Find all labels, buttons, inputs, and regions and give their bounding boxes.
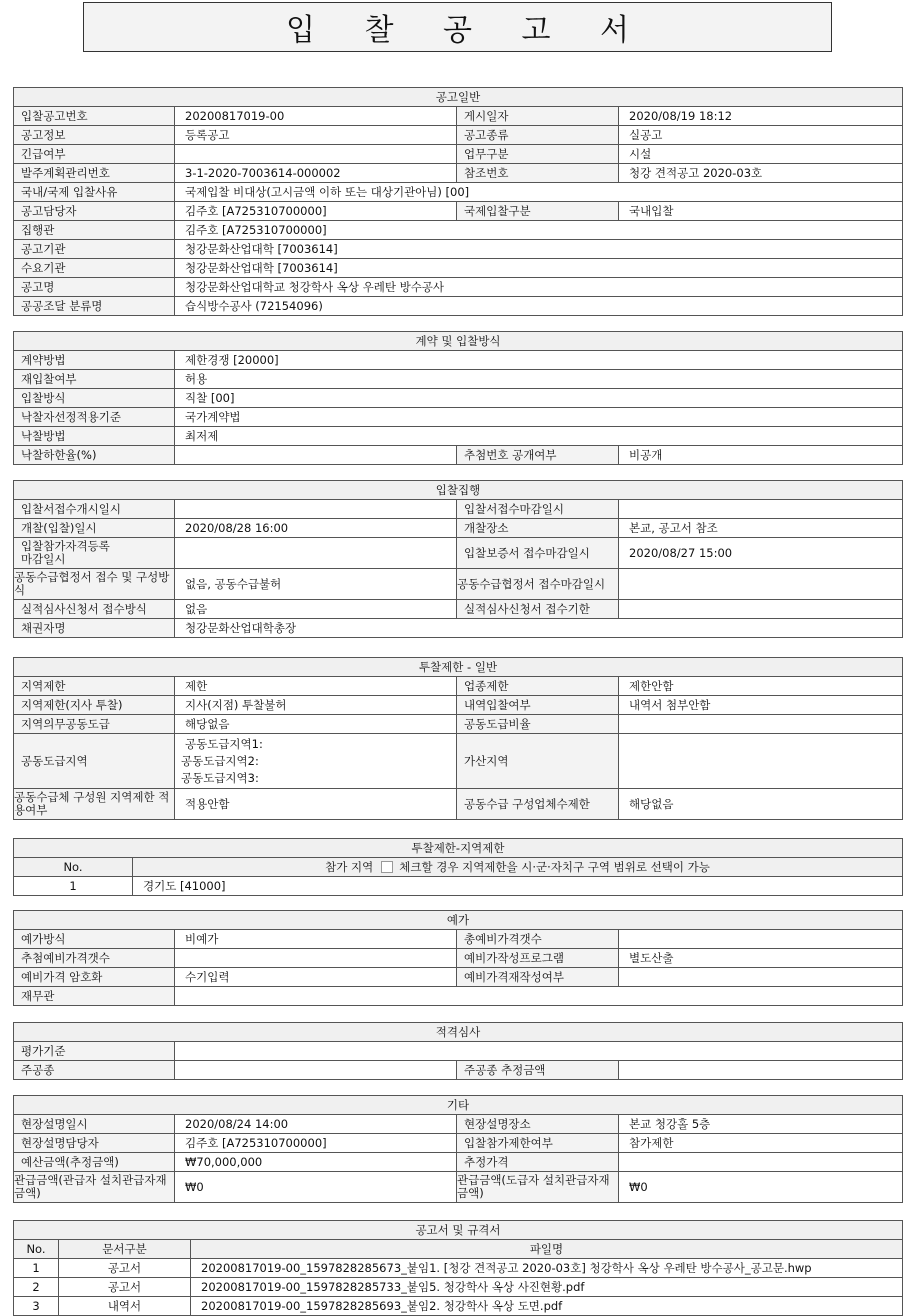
table-row <box>14 1278 903 1297</box>
region-column-header <box>133 858 903 877</box>
reg-label-line1: 입찰참가자격등록 <box>21 539 110 553</box>
field-label: 예가방식 <box>14 930 175 949</box>
eval-value <box>175 1042 903 1061</box>
award-value: 최저제 <box>175 427 903 446</box>
section-header: 기타 <box>14 1096 903 1115</box>
field-label: 국내/국제 입찰사유 <box>14 183 175 202</box>
joint-deadline-value <box>619 569 903 600</box>
intl-type-value: 국내입찰 <box>619 202 903 221</box>
field-label: 공동수급체 구성원 지역제한 적용여부 <box>14 789 175 820</box>
joint-region-2: 공동도급지역2: <box>181 753 259 768</box>
limit-value: 참가제한 <box>619 1134 903 1153</box>
price-total-value <box>619 930 903 949</box>
field-label: 예비가격재작성여부 <box>457 968 619 987</box>
price-section <box>13 910 903 1006</box>
field-label: 업무구분 <box>457 145 619 164</box>
field-label: 실적심사신청서 접수방식 <box>14 600 175 619</box>
open-date-value: 2020/08/28 16:00 <box>175 519 457 538</box>
field-label: 가산지역 <box>457 734 619 789</box>
industry-limit-value: 제한안함 <box>619 677 903 696</box>
field-label: 지역제한 <box>14 677 175 696</box>
field-label: 현장설명담당자 <box>14 1134 175 1153</box>
field-label: 재무관 <box>14 987 175 1006</box>
field-label: 집행관 <box>14 221 175 240</box>
ref-no-value: 청강 견적공고 2020-03호 <box>619 164 903 183</box>
class-value: 습식방수공사 (72154096) <box>175 297 903 316</box>
field-label: 공고종류 <box>457 126 619 145</box>
field-label: 평가기준 <box>14 1042 175 1061</box>
field-label: 공동수급협정서 접수 및 구성방식 <box>14 569 175 600</box>
bid-way-value: 직찰 [00] <box>175 389 903 408</box>
price-encrypt-value: 수기입력 <box>175 968 457 987</box>
intl-reason-value: 국제입찰 비대상(고시금액 이하 또는 대상기관아님) [00] <box>175 183 903 202</box>
field-label: 게시일자 <box>457 107 619 126</box>
table-row <box>14 1259 903 1278</box>
column-header: 파일명 <box>191 1240 903 1259</box>
document-title <box>83 2 832 52</box>
joint-region-3: 공동도급지역3: <box>181 770 259 785</box>
rebid-value: 허용 <box>175 370 903 389</box>
material-value: ₩0 <box>175 1172 457 1203</box>
field-label: 국제입찰구분 <box>457 202 619 221</box>
field-label: 총예비가격갯수 <box>457 930 619 949</box>
joint-region-value <box>175 734 457 789</box>
row-doc-type: 내역서 <box>59 1297 191 1316</box>
row-no: 1 <box>14 877 133 896</box>
execution-section <box>13 480 903 638</box>
qualify-section <box>13 1022 903 1080</box>
field-label: 예비가격 암호화 <box>14 968 175 987</box>
region-section <box>13 838 903 896</box>
joint-region-1: 공동도급지역1: <box>185 736 263 751</box>
order-plan-value: 3-1-2020-7003614-000002 <box>175 164 457 183</box>
region-scope-checkbox[interactable] <box>381 861 393 873</box>
column-header: No. <box>14 858 133 877</box>
detail-bid-value: 내역서 첨부안함 <box>619 696 903 715</box>
row-no: 1 <box>14 1259 59 1278</box>
add-region-value <box>619 734 903 789</box>
field-label: 공동도급지역 <box>14 734 175 789</box>
document-title-text: 입 찰 공 고 서 <box>285 13 650 48</box>
criteria-value: 국가계약법 <box>175 408 903 427</box>
demand-value: 청강문화산업대학 [7003614] <box>175 259 903 278</box>
field-label: 발주계획관리번호 <box>14 164 175 183</box>
notice-info-value: 등록공고 <box>175 126 457 145</box>
field-label: 입찰보증서 접수마감일시 <box>457 538 619 569</box>
field-label: 공동도급비율 <box>457 715 619 734</box>
site-place-value: 본교 청강홀 5층 <box>619 1115 903 1134</box>
field-label: 내역입찰여부 <box>457 696 619 715</box>
field-label: 입찰서접수마감일시 <box>457 500 619 519</box>
price-method-value: 비예가 <box>175 930 457 949</box>
field-label: 긴급여부 <box>14 145 175 164</box>
field-label: 업종제한 <box>457 677 619 696</box>
exec-value: 김주호 [A725310700000] <box>175 221 903 240</box>
section-header: 공고서 및 규격서 <box>14 1221 903 1240</box>
table-row <box>14 1297 903 1316</box>
officer-value: 김주호 [A725310700000] <box>175 202 457 221</box>
perf-deadline-value <box>619 600 903 619</box>
column-header-label: 참가 지역 <box>325 859 374 874</box>
field-label: 개찰(입찰)일시 <box>14 519 175 538</box>
field-label: 공공조달 분류명 <box>14 297 175 316</box>
main-work-value <box>175 1061 457 1080</box>
file-link[interactable]: 20200817019-00_1597828285693_붙임2. 청강학사 옥상 도면.pdf <box>191 1297 903 1316</box>
restrict-section <box>13 657 903 820</box>
field-label: 낙찰방법 <box>14 427 175 446</box>
table-row <box>14 877 903 896</box>
member-value: 적용안함 <box>175 789 457 820</box>
field-label: 공고정보 <box>14 126 175 145</box>
field-label: 수요기관 <box>14 259 175 278</box>
docs-section <box>13 1220 903 1316</box>
column-header: 문서구분 <box>59 1240 191 1259</box>
field-label: 계약방법 <box>14 351 175 370</box>
open-place-value: 본교, 공고서 참조 <box>619 519 903 538</box>
lottery-value: 비공개 <box>619 446 903 465</box>
price-rewrite-value <box>619 968 903 987</box>
rcv-end-value <box>619 500 903 519</box>
material2-value: ₩0 <box>619 1172 903 1203</box>
joint-value: 없음, 공동수급불허 <box>175 569 457 600</box>
contract-section <box>13 331 903 465</box>
field-label: 공고담당자 <box>14 202 175 221</box>
field-label: 입찰서접수개시일시 <box>14 500 175 519</box>
section-header: 공고일반 <box>14 88 903 107</box>
field-label: 참조번호 <box>457 164 619 183</box>
etc-section <box>13 1095 903 1203</box>
field-label: 현장설명일시 <box>14 1115 175 1134</box>
section-header: 적격심사 <box>14 1023 903 1042</box>
field-label: 주공종 <box>14 1061 175 1080</box>
field-label: 현장설명장소 <box>457 1115 619 1134</box>
field-label: 추첨번호 공개여부 <box>457 446 619 465</box>
field-label: 낙찰하한율(%) <box>14 446 175 465</box>
field-label: 공동수급협정서 접수마감일시 <box>457 569 619 600</box>
field-label: 공동수급 구성업체수제한 <box>457 789 619 820</box>
field-label: 재입찰여부 <box>14 370 175 389</box>
general-section <box>13 87 903 316</box>
duty-value: 해당없음 <box>175 715 457 734</box>
field-label: 입찰참가제한여부 <box>457 1134 619 1153</box>
creditor-value: 청강문화산업대학총장 <box>175 619 903 638</box>
count-value: 해당없음 <box>619 789 903 820</box>
section-header: 투찰제한 - 일반 <box>14 658 903 677</box>
column-header: No. <box>14 1240 59 1259</box>
field-label: 주공종 추정금액 <box>457 1061 619 1080</box>
region-limit-value: 제한 <box>175 677 457 696</box>
post-date-value: 2020/08/19 18:12 <box>619 107 903 126</box>
check-note: 체크할 경우 지역제한을 시·군·자치구 구역 범위로 선택이 가능 <box>399 859 710 874</box>
budget-value: ₩70,000,000 <box>175 1153 457 1172</box>
main-amount-value <box>619 1061 903 1080</box>
row-doc-type: 공고서 <box>59 1278 191 1297</box>
field-label: 관급금액(도급자 설치관급자재금액) <box>457 1172 619 1203</box>
section-header: 입찰집행 <box>14 481 903 500</box>
site-date-value: 2020/08/24 14:00 <box>175 1115 457 1134</box>
field-label: 채권자명 <box>14 619 175 638</box>
reg-label-line2: 마감일시 <box>21 552 66 566</box>
field-label: 개찰장소 <box>457 519 619 538</box>
section-header: 계약 및 입찰방식 <box>14 332 903 351</box>
notice-type-value: 실공고 <box>619 126 903 145</box>
file-link[interactable]: 20200817019-00_1597828285733_붙임5. 청강학사 옥상 사진현황.pdf <box>191 1278 903 1297</box>
contract-method-value: 제한경쟁 [20000] <box>175 351 903 370</box>
row-no: 2 <box>14 1278 59 1297</box>
rcv-start-value <box>175 500 457 519</box>
urgent-value <box>175 145 457 164</box>
row-no: 3 <box>14 1297 59 1316</box>
field-label: 실적심사신청서 접수기한 <box>457 600 619 619</box>
price-program-value: 별도산출 <box>619 949 903 968</box>
row-doc-type: 공고서 <box>59 1259 191 1278</box>
guarantee-value: 2020/08/27 15:00 <box>619 538 903 569</box>
field-label: 예비가작성프로그램 <box>457 949 619 968</box>
bid-no-value: 20200817019-00 <box>175 107 457 126</box>
file-link[interactable]: 20200817019-00_1597828285673_붙임1. [청강 견적공고 2020-03호] 청강학사 옥상 우레탄 방수공사_공고문.hwp <box>191 1259 903 1278</box>
reg-value <box>175 538 457 569</box>
branch-value: 지사(지점) 투찰불허 <box>175 696 457 715</box>
agency-value: 청강문화산업대학 [7003614] <box>175 240 903 259</box>
field-label: 관급금액(관급자 설치관급자재금액) <box>14 1172 175 1203</box>
field-label: 입찰방식 <box>14 389 175 408</box>
perf-value: 없음 <box>175 600 457 619</box>
notice-name-value: 청강문화산업대학교 청강학사 옥상 우레탄 방수공사 <box>175 278 903 297</box>
ratio-value <box>619 715 903 734</box>
row-region: 경기도 [41000] <box>133 877 903 896</box>
field-label: 공고기관 <box>14 240 175 259</box>
field-label <box>14 538 175 569</box>
section-header: 예가 <box>14 911 903 930</box>
field-label: 입찰공고번호 <box>14 107 175 126</box>
field-label: 추정가격 <box>457 1153 619 1172</box>
finance-value <box>175 987 903 1006</box>
field-label: 추첨예비가격갯수 <box>14 949 175 968</box>
section-header: 투찰제한-지역제한 <box>14 839 903 858</box>
field-label: 지역의무공동도급 <box>14 715 175 734</box>
work-type-value: 시설 <box>619 145 903 164</box>
field-label: 낙찰자선정적용기준 <box>14 408 175 427</box>
site-officer-value: 김주호 [A725310700000] <box>175 1134 457 1153</box>
field-label: 예산금액(추정금액) <box>14 1153 175 1172</box>
field-label: 지역제한(지사 투찰) <box>14 696 175 715</box>
price-draw-value <box>175 949 457 968</box>
field-label: 공고명 <box>14 278 175 297</box>
estimate-value <box>619 1153 903 1172</box>
lower-rate-value <box>175 446 457 465</box>
